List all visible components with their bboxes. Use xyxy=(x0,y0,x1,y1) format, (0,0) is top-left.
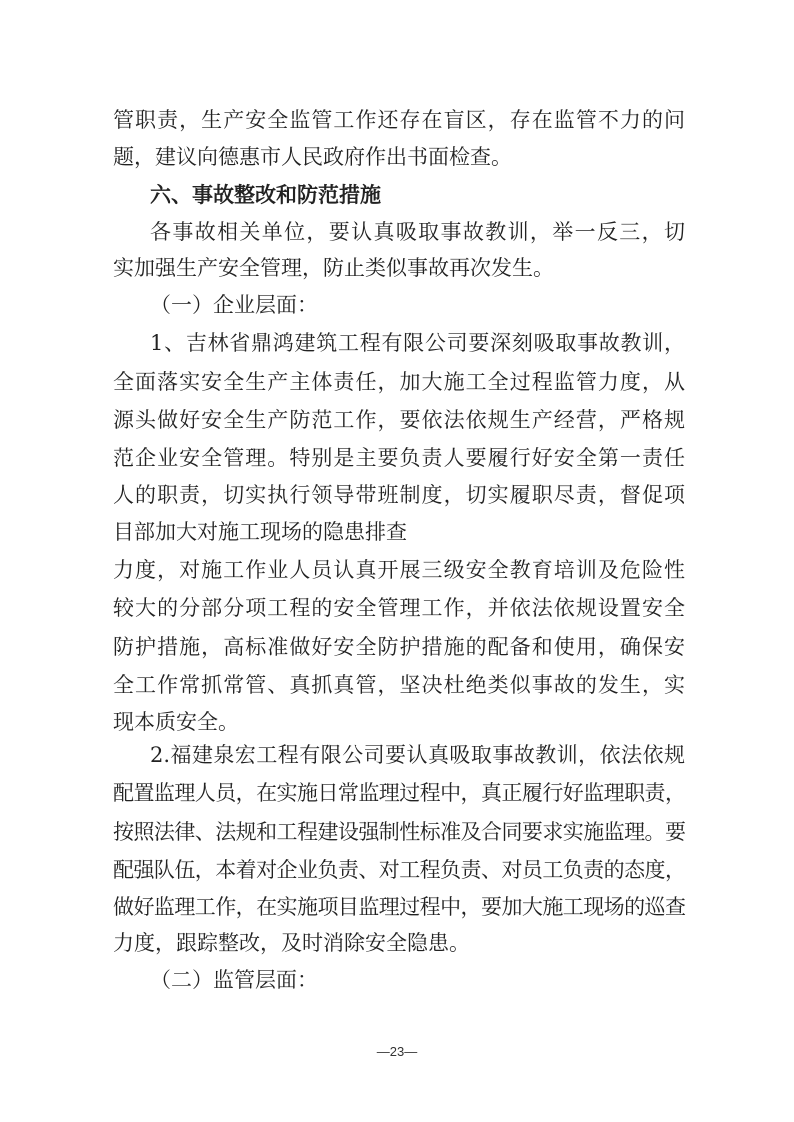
body-text-line: 人的职责，切实执行领导带班制度，切实履职尽责，督促项 xyxy=(113,483,685,507)
body-text-line: 管职责，生产安全监管工作还存在盲区，存在监管不力的问 xyxy=(113,108,685,132)
body-text-line: 目部加大对施工现场的隐患排查 xyxy=(113,520,407,544)
body-text-line: 现本质安全。 xyxy=(113,710,239,734)
body-text-line: 1、吉林省鼎鸿建筑工程有限公司要深刻吸取事故教训， xyxy=(150,331,685,355)
body-text-line: 全面落实安全生产主体责任，加大施工全过程监管力度，从 xyxy=(113,370,685,394)
body-text-line: 实加强生产安全管理，防止类似事故再次发生。 xyxy=(113,256,554,280)
body-text-line: 力度，跟踪整改，及时消除安全隐患。 xyxy=(113,931,470,955)
body-text-line: 做好监理工作，在实施项目监理过程中，要加大施工现场的巡查 xyxy=(113,895,685,919)
body-text-line: 配置监理人员，在实施日常监理过程中，真正履行好监理职责， xyxy=(113,781,685,805)
section-heading: 六、事故整改和防范措施 xyxy=(150,183,381,207)
body-text-line: 2.福建泉宏工程有限公司要认真吸取事故教训，依法依规 xyxy=(150,743,685,767)
body-text-line: 范企业安全管理。特别是主要负责人要履行好安全第一责任 xyxy=(113,446,685,470)
page-number: —23— xyxy=(376,1044,418,1059)
body-text-line: 较大的分部分项工程的安全管理工作，并依法依规设置安全 xyxy=(113,596,685,620)
body-text-line: 按照法律、法规和工程建设强制性标准及合同要求实施监理。要 xyxy=(113,820,685,844)
subsection-heading: （一）企业层面： xyxy=(150,293,318,317)
subsection-heading: （二）监管层面： xyxy=(150,968,318,992)
body-text-line: 配强队伍，本着对企业负责、对工程负责、对员工负责的态度， xyxy=(113,858,685,882)
body-text-line: 力度，对施工作业人员认真开展三级安全教育培训及危险性 xyxy=(113,558,685,582)
body-text-line: 全工作常抓常管、真抓真管，坚决杜绝类似事故的发生，实 xyxy=(113,673,685,697)
body-text-line: 源头做好安全生产防范工作，要依法依规生产经营，严格规 xyxy=(113,408,685,432)
body-text-line: 题，建议向德惠市人民政府作出书面检查。 xyxy=(113,145,512,169)
body-text-line: 防护措施，高标准做好安全防护措施的配备和使用，确保安 xyxy=(113,635,685,659)
body-text-line: 各事故相关单位，要认真吸取事故教训，举一反三，切 xyxy=(150,220,685,244)
